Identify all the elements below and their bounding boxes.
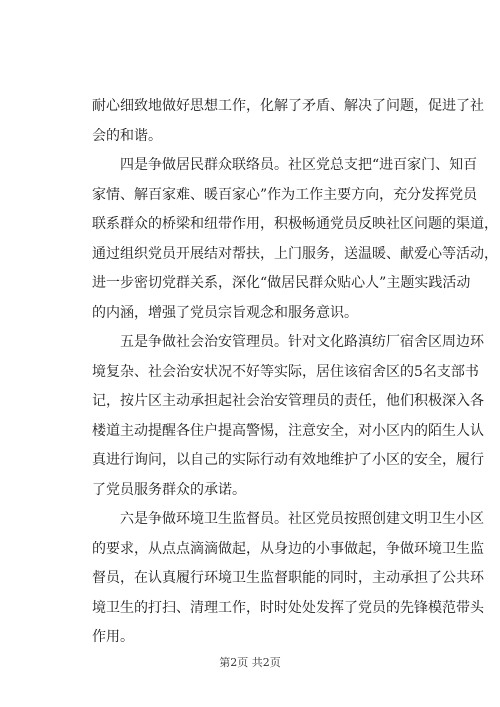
text-line: 耐心细致地做好思想工作，化解了矛盾、解决了问题，促进了社: [92, 98, 484, 114]
text-line: 真进行询问，以自己的实际行动有效地维护了小区的安全，履行: [92, 452, 484, 468]
text-line: 记，按片区主动承担起社会治安管理员的责任，他们积极深入各: [92, 393, 484, 409]
page-number: 第2页 共2页: [219, 656, 281, 669]
paragraph-hygiene: [92, 505, 484, 653]
text-line: 督员，在认真履行环境卫生监督职能的同时，主动承担了公共环: [92, 570, 484, 586]
paragraph-security: [92, 328, 484, 505]
page-footer: [0, 654, 500, 670]
paragraph-liaison: [92, 151, 498, 328]
text-line: 会的和谐。: [92, 127, 162, 144]
text-line: 家情、解百家难、暖百家心”作为工作主要方向，充分发挥党员: [92, 186, 478, 203]
text-line: 进一步密切党群关系，深化“做居民群众贴心人”主题实践活动: [92, 275, 471, 291]
text-line: 了党员服务群众的承诺。: [92, 481, 246, 498]
text-line: 境卫生的打扫、清理工作，时时处处发挥了党员的先锋模范带头: [92, 599, 484, 616]
paragraph-continuation: [92, 92, 484, 151]
document-body: [92, 92, 498, 653]
text-line: 通过组织党员开展结对帮扶，上门服务，送温暖、献爱心等活动，: [92, 245, 498, 262]
text-line: 五是争做社会治安管理员。针对文化路滇纺厂宿舍区周边环: [120, 334, 484, 350]
text-line: 作用。: [92, 629, 134, 645]
text-line: 六是争做环境卫生监督员。社区党员按照创建文明卫生小区: [120, 511, 484, 527]
text-line: 楼道主动提醒各住户提高警惕，注意安全，对小区内的陌生人认: [92, 422, 484, 439]
text-line: 的要求，从点点滴滴做起，从身边的小事做起，争做环境卫生监: [92, 540, 484, 557]
text-line: 四是争做居民群众联络员。社区党总支把“进百家门、知百: [120, 157, 478, 173]
text-line: 联系群众的桥梁和纽带作用，积极畅通党员反映社区问题的渠道，: [92, 216, 498, 232]
text-line: 的内涵，增强了党员宗旨观念和服务意识。: [92, 304, 358, 321]
text-line: 境复杂、社会治安状况不好等实际，居住该宿舍区的5名支部书: [92, 363, 479, 380]
